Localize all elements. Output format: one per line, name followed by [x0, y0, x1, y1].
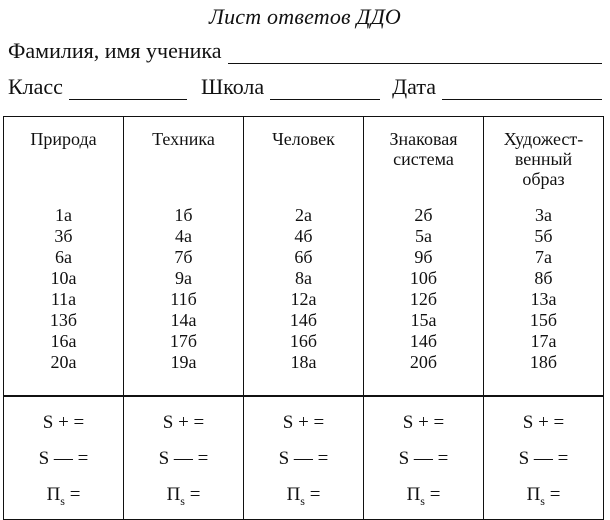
answer-item: 18б [529, 352, 558, 372]
answer-item: 5а [415, 226, 432, 246]
answer-item: 1б [174, 205, 193, 225]
answer-item: 10а [50, 268, 77, 288]
answer-item: 20б [409, 352, 438, 372]
ps-main: П [406, 484, 421, 505]
answer-item: 14б [289, 310, 318, 330]
answer-item: 13б [49, 310, 78, 330]
answers-row [4, 205, 604, 396]
page-title: Лист ответов ДДО [209, 4, 401, 29]
answers-cell [484, 205, 604, 396]
answer-item: 3б [54, 226, 73, 246]
answers-cell [124, 205, 244, 396]
column-header [484, 117, 604, 206]
class-blank-line[interactable] [69, 77, 187, 100]
answer-item: 15а [410, 310, 437, 330]
ps-main: П [526, 484, 541, 505]
answers-cell [244, 205, 364, 396]
answer-item: 20а [50, 352, 77, 372]
header-line: венный [514, 149, 573, 169]
header-line: Знаковая [389, 129, 458, 149]
answer-item: 11б [170, 289, 197, 309]
s-minus-field[interactable]: S — = [518, 448, 569, 469]
s-plus-field[interactable]: S + = [42, 412, 85, 433]
answer-item: 17а [530, 331, 557, 351]
totals-cell [244, 396, 364, 519]
answer-item: 12а [290, 289, 317, 309]
name-label: Фамилия, имя ученика [8, 38, 222, 63]
answer-item: 7б [174, 247, 193, 267]
totals-cell [484, 396, 604, 519]
s-minus-field[interactable]: S — = [158, 448, 209, 469]
ps-eq: = [184, 484, 201, 505]
school-label: Школа [200, 74, 265, 99]
answer-item: 7а [535, 247, 552, 267]
answer-item: 8а [295, 268, 312, 288]
name-field-row [8, 36, 602, 64]
class-label: Класс [8, 74, 63, 99]
column-header [4, 117, 124, 206]
column-header [244, 117, 364, 206]
answer-item: 6б [294, 247, 313, 267]
answer-item: 9б [414, 247, 433, 267]
s-plus-field[interactable]: S + = [162, 412, 205, 433]
header-line: Человек [272, 129, 335, 149]
ps-main: П [46, 484, 61, 505]
ps-sub: s [300, 493, 305, 508]
name-blank-line[interactable] [228, 41, 602, 64]
s-plus-field[interactable]: S + = [402, 412, 445, 433]
ps-sub: s [180, 493, 185, 508]
s-plus-field[interactable]: S + = [522, 412, 565, 433]
ps-main: П [166, 484, 181, 505]
answer-item: 10б [409, 268, 438, 288]
answer-item: 4б [294, 226, 313, 246]
answer-item: 17б [169, 331, 198, 351]
ps-sub: s [60, 493, 65, 508]
ps-eq: = [304, 484, 321, 505]
column-header [364, 117, 484, 206]
answer-item: 3а [535, 205, 552, 225]
answer-item: 2б [414, 205, 433, 225]
answer-item: 15б [529, 310, 558, 330]
date-blank-line[interactable] [442, 77, 602, 100]
ps-eq: = [544, 484, 561, 505]
ps-field[interactable] [527, 477, 561, 519]
ps-sub: s [540, 493, 545, 508]
answers-cell [364, 205, 484, 396]
ps-main: П [286, 484, 301, 505]
answer-item: 4а [175, 226, 192, 246]
date-label: Дата [392, 74, 437, 99]
answers-cell [4, 205, 124, 396]
header-line: система [393, 149, 454, 169]
answer-table [3, 116, 604, 520]
answer-item: 5б [534, 226, 553, 246]
ps-eq: = [424, 484, 441, 505]
answer-item: 12б [409, 289, 438, 309]
school-blank-line[interactable] [270, 77, 380, 100]
totals-cell [4, 396, 124, 519]
header-line: Техника [152, 129, 215, 149]
answer-item: 14б [409, 331, 438, 351]
answer-item: 19а [170, 352, 197, 372]
ps-eq: = [64, 484, 81, 505]
class-school-date-row [8, 72, 602, 100]
answer-item: 6а [55, 247, 72, 267]
totals-cell [124, 396, 244, 519]
s-minus-field[interactable]: S — = [398, 448, 449, 469]
answer-item: 11а [50, 289, 77, 309]
answer-item: 16а [50, 331, 77, 351]
answer-item: 16б [289, 331, 318, 351]
ps-field[interactable] [407, 477, 441, 519]
ps-field[interactable] [167, 477, 201, 519]
answer-item: 9а [175, 268, 192, 288]
header-line: Природа [30, 129, 97, 149]
s-plus-field[interactable]: S + = [282, 412, 325, 433]
answer-item: 2а [295, 205, 312, 225]
table-header-row [4, 117, 604, 206]
header-line: образ [522, 169, 565, 189]
column-header [124, 117, 244, 206]
totals-cell [364, 396, 484, 519]
s-minus-field[interactable]: S — = [38, 448, 89, 469]
answer-item: 8б [534, 268, 553, 288]
ps-field[interactable] [47, 477, 81, 519]
s-minus-field[interactable]: S — = [278, 448, 329, 469]
header-line: Художест- [503, 129, 584, 149]
ps-sub: s [420, 493, 425, 508]
answer-item: 14а [170, 310, 197, 330]
answer-item: 1а [55, 205, 72, 225]
ps-field[interactable] [287, 477, 321, 519]
answer-item: 18а [290, 352, 317, 372]
totals-row [4, 396, 604, 519]
answer-item: 13а [530, 289, 557, 309]
